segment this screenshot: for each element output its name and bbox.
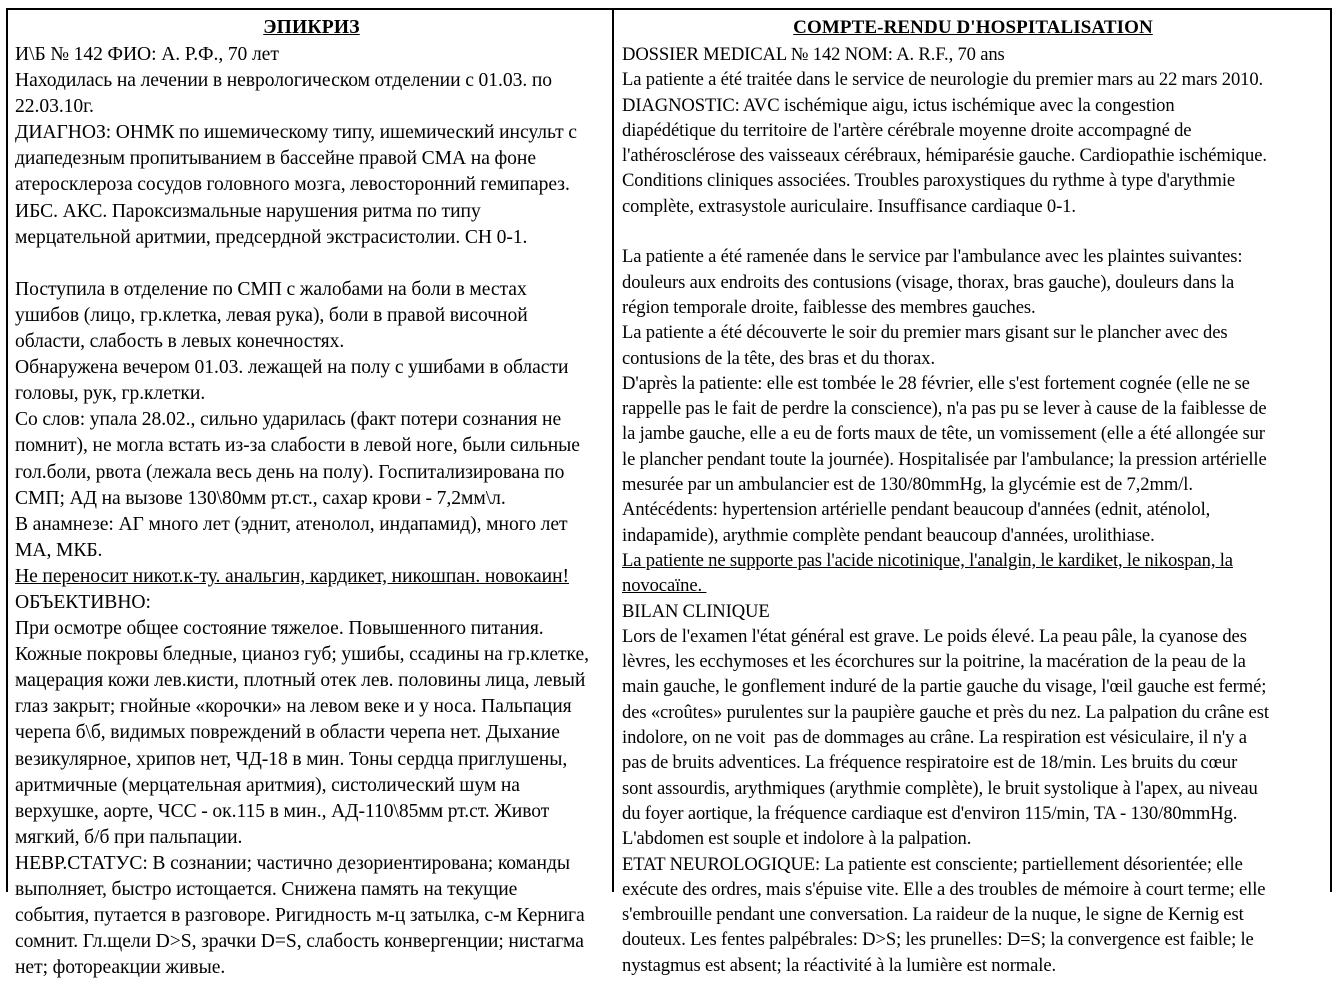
- russian-text-line: гол.боли, рвота (лежала весь день на полу). Госпитализирована по: [15, 461, 565, 483]
- russian-text-line: ОБЪЕКТИВНО:: [15, 591, 151, 613]
- russian-text-line: атеросклероза сосудов головного мозга, левосторонний гемипарез.: [15, 174, 570, 196]
- french-text-line: Antécédents: hypertension artérielle pendant beaucoup d'années (ednit, aténolol,: [622, 499, 1211, 521]
- russian-text-line: мерцательной аритмии, предсердной экстрасистолии. СН 0-1.: [15, 226, 528, 248]
- russian-text-line: ДИАГНОЗ: ОНМК по ишемическому типу, ишемический инсульт с: [15, 122, 577, 144]
- russian-text-line: помнит), не могла встать из-за слабости в левой ноге, были сильные: [15, 435, 580, 457]
- russian-epicrisis-column: [8, 10, 614, 979]
- russian-text-line: области, слабость в левых конечностях.: [15, 331, 345, 353]
- french-text-line: des «croûtes» purulentes sur la paupière gauche et près du nez. La palpation du crâne est: [622, 701, 1269, 723]
- russian-text-line: Не переносит никот.к-ту. анальгин, кардикет, никошпан. новокаин!: [15, 565, 569, 587]
- russian-text-line: диапедезным пропитыванием в бассейне правой СМА на фоне: [15, 148, 536, 170]
- french-text-line: région temporale droite, faiblesse des membres gauches.: [622, 296, 1036, 318]
- french-text-line: complète, extrasystole auriculaire. Insuffisance cardiaque 0-1.: [622, 195, 1076, 217]
- french-hospitalization-column: [614, 10, 1330, 976]
- bilingual-report-table: [6, 8, 1332, 979]
- french-text-line: indolore, on ne voit pas de dommages au crâne. La respiration est vésiculaire, il n'y a: [622, 727, 1247, 749]
- french-text-line: Conditions cliniques associées. Troubles paroxystiques du rythme à type d'arythmie: [622, 170, 1236, 192]
- russian-text-line: аритмичные (мерцательная аритмия), систолический шум на: [15, 774, 520, 796]
- french-text-line: nystagmus est absent; la réactivité à la lumière est normale.: [622, 954, 1057, 976]
- russian-text-line: события, путается в разговоре. Ригидность м-ц затылка, с-м Кернига: [15, 905, 585, 927]
- french-text-line: main gauche, le gonflement induré de la partie gauche du visage, l'œil gauche est fermé;: [622, 676, 1267, 698]
- russian-text-line: Находилась на лечении в неврологическом отделении с 01.03. по: [15, 70, 553, 92]
- french-text-line: La patiente a été découverte le soir du premier mars gisant sur le plancher avec des: [622, 322, 1228, 344]
- russian-text-line: Поступила в отделение по СМП с жалобами на боли в местах: [15, 278, 527, 300]
- french-text-line: contusions de la tête, des bras et du thorax.: [622, 347, 936, 369]
- russian-text-line: мягкий, б/б при пальпации.: [15, 826, 243, 848]
- french-text-line: diapédétique du territoire de l'artère cérébrale moyenne droite accompagné de: [622, 119, 1192, 141]
- russian-text-line: везикулярное, хрипов нет, ЧД-18 в мин. Тоны сердца приглушены,: [15, 748, 568, 770]
- french-text-line: exécute des ordres, mais s'épuise vite. Elle a des troubles de mémoire à court terme; elle: [622, 878, 1266, 900]
- french-text-line: D'après la patiente: elle est tombée le 28 février, elle s'est fortement cognée (elle ne se: [622, 372, 1250, 394]
- french-text-line: Lors de l'examen l'état général est grave. Le poids élevé. La peau pâle, la cyanose des: [622, 625, 1247, 647]
- french-text-line: sont assourdis, arythmiques (arythmie complète), le bruit systolique à l'apex, au niveau: [622, 777, 1258, 799]
- russian-text-line: мацерация кожи лев.кисти, плотный отек лев. половины лица, левый: [15, 670, 586, 692]
- french-text-blank-line: [622, 219, 1324, 244]
- russian-text-line: При осмотре общее состояние тяжелое. Повышенного питания.: [15, 618, 544, 640]
- french-column-title: COMPTE-RENDU D'HOSPITALISATION: [793, 17, 1153, 38]
- french-text-line: du foyer aortique, la fréquence cardiaque est d'environ 115/min, TA - 130/80mmHg.: [622, 802, 1238, 824]
- russian-text-line: выполняет, быстро истощается. Снижена память на текущие: [15, 879, 518, 900]
- russian-text-blank-line: [15, 251, 608, 277]
- french-text-line: L'abdomen est souple et indolore à la palpation.: [622, 828, 972, 850]
- french-text-line: DOSSIER MEDICAL № 142 NOM: A. R.F., 70 ans: [622, 44, 1005, 65]
- russian-text-line: головы, рук, гр.клетки.: [15, 383, 206, 405]
- french-text-line: douteux. Les fentes palpébrales: D>S; les prunelles: D=S; la convergence est faible; le: [622, 929, 1254, 951]
- russian-text-line: И\Б № 142 ФИО: А. Р.Ф., 70 лет: [15, 44, 279, 65]
- russian-text-line: Со слов: упала 28.02., сильно ударилась (факт потери сознания не: [15, 409, 562, 431]
- russian-text-line: Обнаружена вечером 01.03. лежащей на полу с ушибами в области: [15, 357, 569, 379]
- french-text-line: pas de bruits adventices. La fréquence respiratoire est de 18/min. Les bruits du cœur: [622, 752, 1238, 774]
- russian-text-line: СМП; АД на вызове 130\80мм рт.ст., сахар крови - 7,2мм\л.: [15, 487, 506, 509]
- russian-text-line: МА, МКБ.: [15, 539, 103, 561]
- french-text-line: novocaïne.: [622, 575, 707, 597]
- russian-text-line: нет; фотореакции живые.: [15, 957, 226, 979]
- russian-text-line: НЕВР.СТАТУС: В сознании; частично дезориентирована; команды: [15, 852, 571, 874]
- french-text-line: La patiente a été ramenée dans le service par l'ambulance avec les plaintes suivantes:: [622, 246, 1243, 268]
- french-text-line: s'embrouille pendant une conversation. La raideur de la nuque, le signe de Kernig est: [622, 904, 1244, 926]
- russian-text-line: 22.03.10г.: [15, 96, 94, 118]
- russian-column-title: ЭПИКРИЗ: [263, 17, 360, 38]
- french-text-line: BILAN CLINIQUE: [622, 600, 770, 622]
- russian-text-line: верхушке, аорте, ЧСС - ок.115 в мин., АД-110\85мм рт.ст. Живот: [15, 800, 550, 822]
- french-text-line: DIAGNOSTIC: AVC ischémique aigu, ictus ischémique avec la congestion: [622, 94, 1175, 116]
- russian-text-line: В анамнезе: АГ много лет (эднит, атенолол, индапамид), много лет: [15, 513, 568, 535]
- french-text-line: douleurs aux endroits des contusions (visage, thorax, bras gauche), douleurs dans la: [622, 271, 1235, 293]
- french-body-text: [622, 42, 1324, 978]
- russian-text-line: глаз закрыт; гнойные «корочки» на левом веке и у носа. Пальпация: [15, 696, 572, 718]
- russian-text-line: сомнит. Гл.щели D>S, зрачки D=S, слабость конвергенции; нистагма: [15, 931, 584, 953]
- french-text-line: l'athérosclérose des vaisseaux cérébraux, hémiparésie gauche. Cardiopathie ischémique.: [622, 145, 1267, 167]
- french-text-line: le plancher pendant toute la journée). Hospitalisée par l'ambulance; la pression artérielle: [622, 448, 1267, 470]
- russian-body-text: [15, 42, 608, 981]
- russian-text-line: ИБС. АКС. Пароксизмальные нарушения ритма по типу: [15, 200, 481, 222]
- french-text-line: indapamide), arythmie complète pendant beaucoup d'années, urolithiase.: [622, 524, 1155, 546]
- french-text-line: La patiente ne supporte pas l'acide nicotinique, l'analgin, le kardiket, le nikospan, la: [622, 549, 1233, 571]
- french-text-line: La patiente a été traitée dans le service de neurologie du premier mars au 22 mars 2010.: [622, 69, 1264, 91]
- french-text-line: la jambe gauche, elle a eu de forts maux de tête, un vomissement (elle a été allongée sur: [622, 423, 1265, 445]
- french-text-line: rappelle pas le fait de perdre la conscience), n'a pas pu se lever à cause de la faiblesse de: [622, 398, 1267, 420]
- french-text-line: mesurée par un ambulancier est de 130/80mmHg, la glycémie est de 7,2mm/l.: [622, 474, 1193, 496]
- french-text-line: ETAT NEUROLOGIQUE: La patiente est consciente; partiellement désorientée; elle: [622, 853, 1243, 875]
- russian-text-line: Кожные покровы бледные, цианоз губ; ушибы, ссадины на гр.клетке,: [15, 644, 590, 666]
- french-text-line: lèvres, les ecchymoses et les écorchures sur la poitrine, la macération de la peau de la: [622, 651, 1246, 673]
- russian-text-line: черепа б\б, видимых повреждений в области черепа нет. Дыхание: [15, 722, 560, 744]
- russian-text-line: ушибов (лицо, гр.клетка, левая рука), боли в правой височной: [15, 304, 528, 326]
